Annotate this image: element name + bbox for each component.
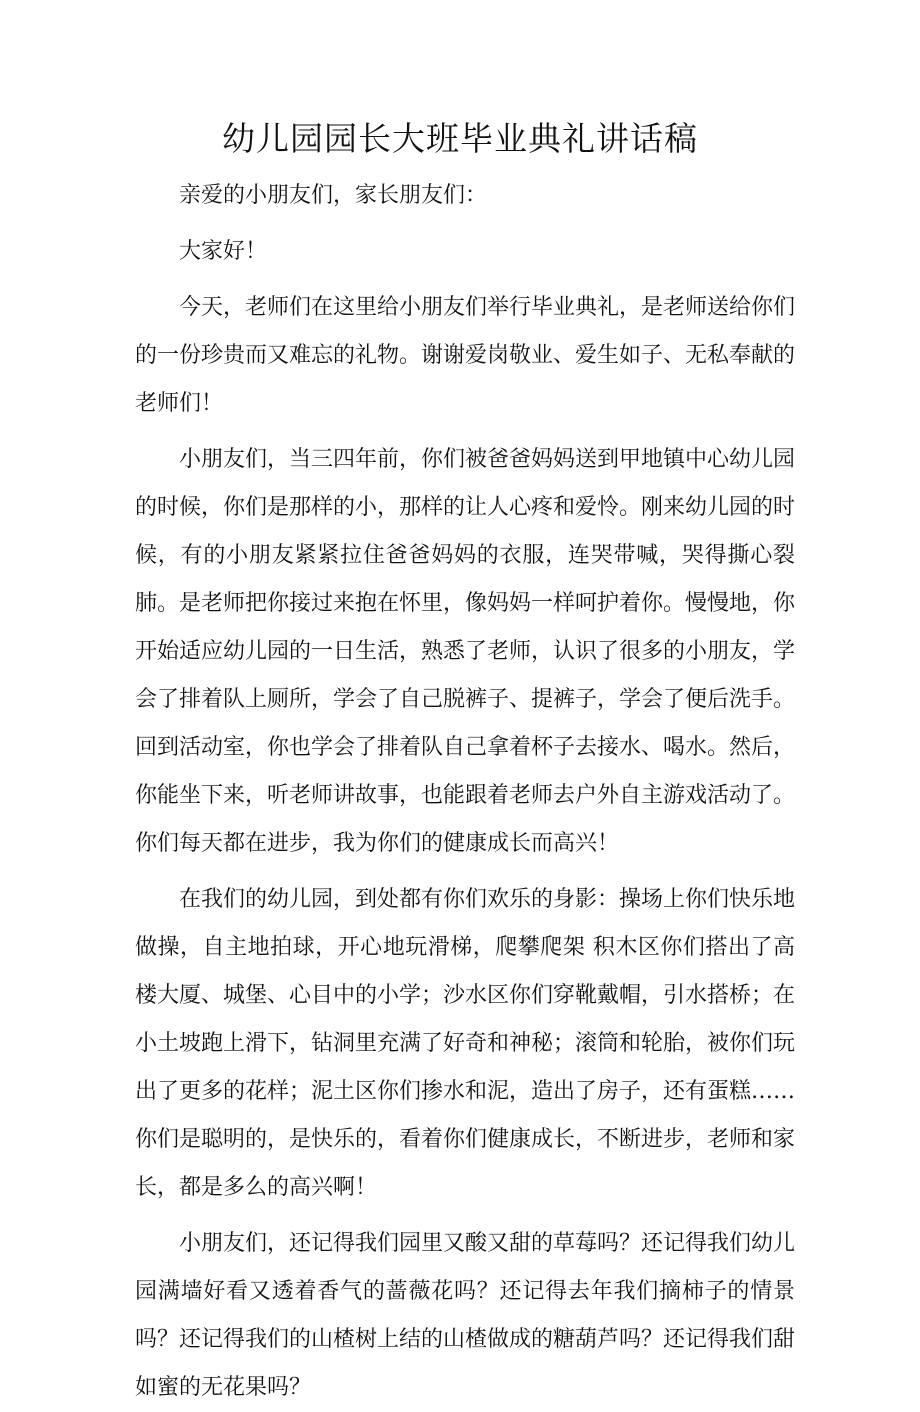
salutation-paragraph: 亲爱的小朋友们，家长朋友们： xyxy=(179,183,488,208)
document-body xyxy=(135,172,795,1412)
document-title: 幼儿园园长大班毕业典礼讲话稿 xyxy=(222,119,698,158)
body-paragraph-4: 小朋友们，还记得我们园里又酸又甜的草莓吗？还记得我们幼儿园满墙好看又透着香气的蔷薇花吗？还记得去年我们摘柿子的情景吗？还记得我们的山楂树上结的山楂做成的糖葫芦吗？还记得我们甜如蜜的无花果吗？ xyxy=(135,1231,796,1400)
body-paragraph-2: 小朋友们，当三四年前，你们被爸爸妈妈送到甲地镇中心幼儿园的时候，你们是那样的小，那样的让人心疼和爱怜。刚来幼儿园的时候，有的小朋友紧紧拉住爸爸妈妈的衣服，连哭带喊，哭得撕心裂肺。是老师把你接过来抱在怀里，像妈妈一样呵护着你。慢慢地，你开始适应幼儿园的一日生活，熟悉了老师，认识了很多的小朋友，学会了排着队上厕所，学会了自己脱裤子、提裤子，学会了便后洗手。回到活动室，你也学会了排着队自己拿着杯子去接水、喝水。然后，你能坐下来，听老师讲故事，也能跟着老师去户外自主游戏活动了。你们每天都在进步，我为你们的健康成长而高兴！ xyxy=(135,447,796,856)
greeting-paragraph: 大家好！ xyxy=(179,239,268,264)
body-paragraph-1: 今天，老师们在这里给小朋友们举行毕业典礼，是老师送给你们的一份珍贵而又难忘的礼物。谢谢爱岗敬业、爱生如子、无私奉献的老师们！ xyxy=(135,295,796,416)
body-paragraph-3: 在我们的幼儿园，到处都有你们欢乐的身影：操场上你们快乐地做操，自主地拍球，开心地玩滑梯，爬攀爬架 积木区你们搭出了高楼大厦、城堡、心目中的小学；沙水区你们穿靴戴帽，引水搭桥；在小土坡跑上滑下，钻洞里充满了好奇和神秘；滚筒和轮胎，被你们玩出了更多的花样；泥土区你们掺水和泥，造出了房子，还有蛋糕……你们是聪明的，是快乐的，看着你们健康成长，不断进步，老师和家长，都是多么的高兴啊！ xyxy=(135,887,796,1200)
